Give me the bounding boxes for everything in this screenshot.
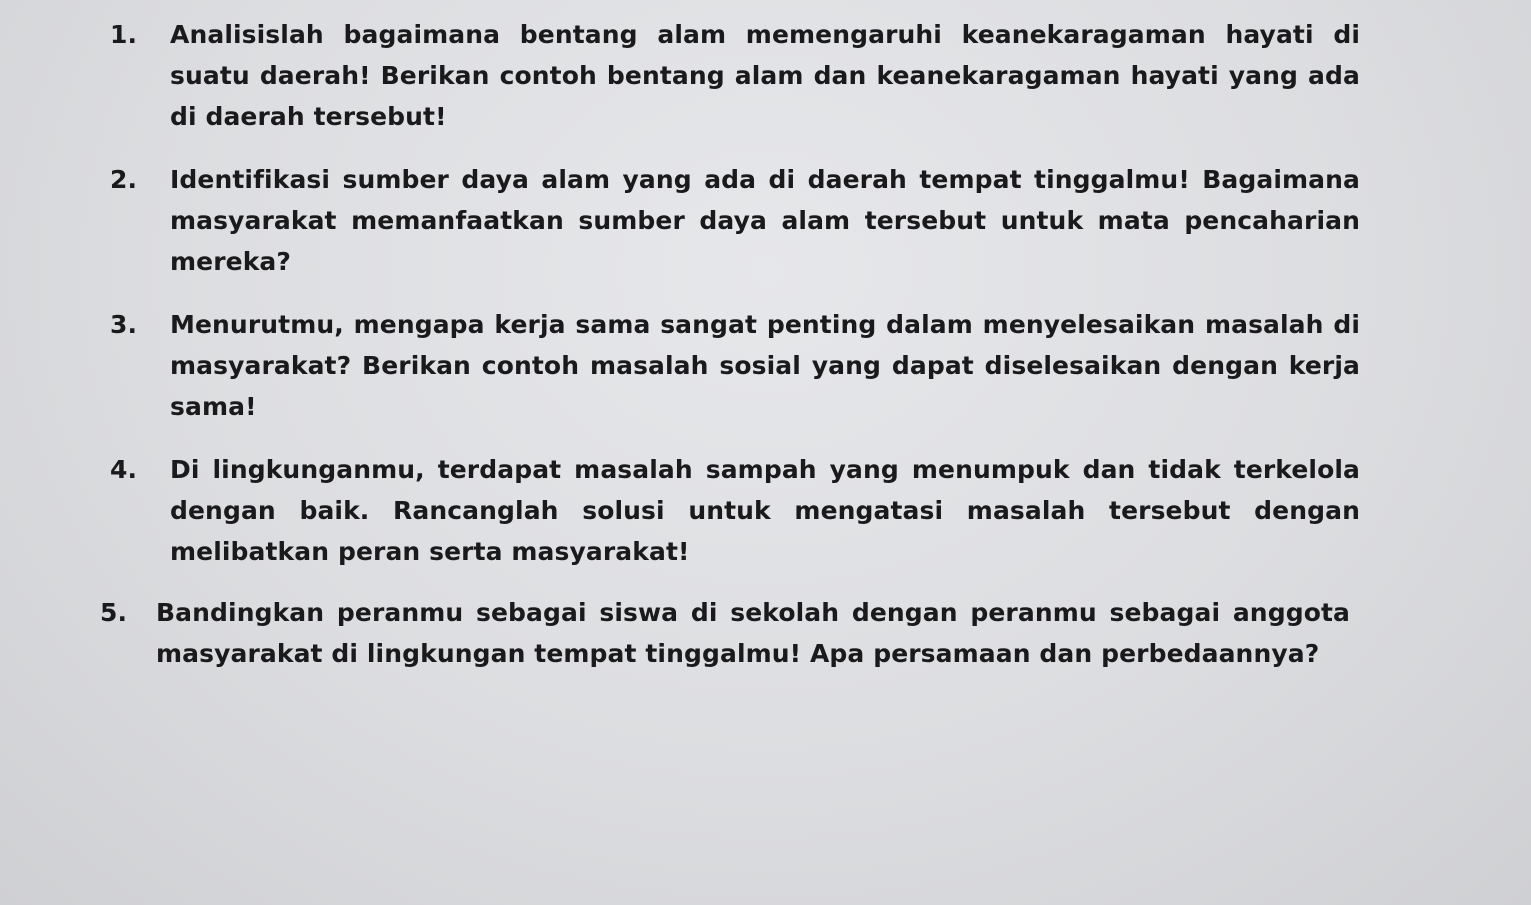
question-list	[100, 14, 1360, 696]
question-item-5	[100, 592, 1350, 674]
question-text: Identifikasi sumber daya alam yang ada di daerah tempat tinggalmu! Bagaimana masyarakat memanfaatkan sumber daya alam tersebut untuk mata pencaharian mereka?	[170, 165, 1360, 276]
question-number: 5.	[100, 598, 128, 627]
question-number: 4.	[110, 455, 138, 484]
question-text: Analisislah bagaimana bentang alam memengaruhi keanekaragaman hayati di suatu daerah! Berikan contoh bentang alam dan keanekaragaman hayati yang ada di daerah tersebut!	[170, 20, 1360, 131]
question-item-2	[110, 159, 1360, 282]
question-item-3	[110, 304, 1360, 427]
question-item-4	[110, 449, 1360, 572]
question-number: 2.	[110, 165, 138, 194]
question-text: Bandingkan peranmu sebagai siswa di sekolah dengan peranmu sebagai anggota masyarakat di lingkungan tempat tinggalmu! Apa persamaan dan perbedaannya?	[156, 598, 1350, 668]
question-number: 1.	[110, 20, 138, 49]
question-number: 3.	[110, 310, 138, 339]
question-text: Di lingkunganmu, terdapat masalah sampah yang menumpuk dan tidak terkelola dengan baik. Rancanglah solusi untuk mengatasi masalah tersebut dengan melibatkan peran serta masyarakat!	[170, 455, 1360, 566]
question-item-1	[110, 14, 1360, 137]
question-text: Menurutmu, mengapa kerja sama sangat penting dalam menyelesaikan masalah di masyarakat? Berikan contoh masalah sosial yang dapat diselesaikan dengan kerja sama!	[170, 310, 1360, 421]
